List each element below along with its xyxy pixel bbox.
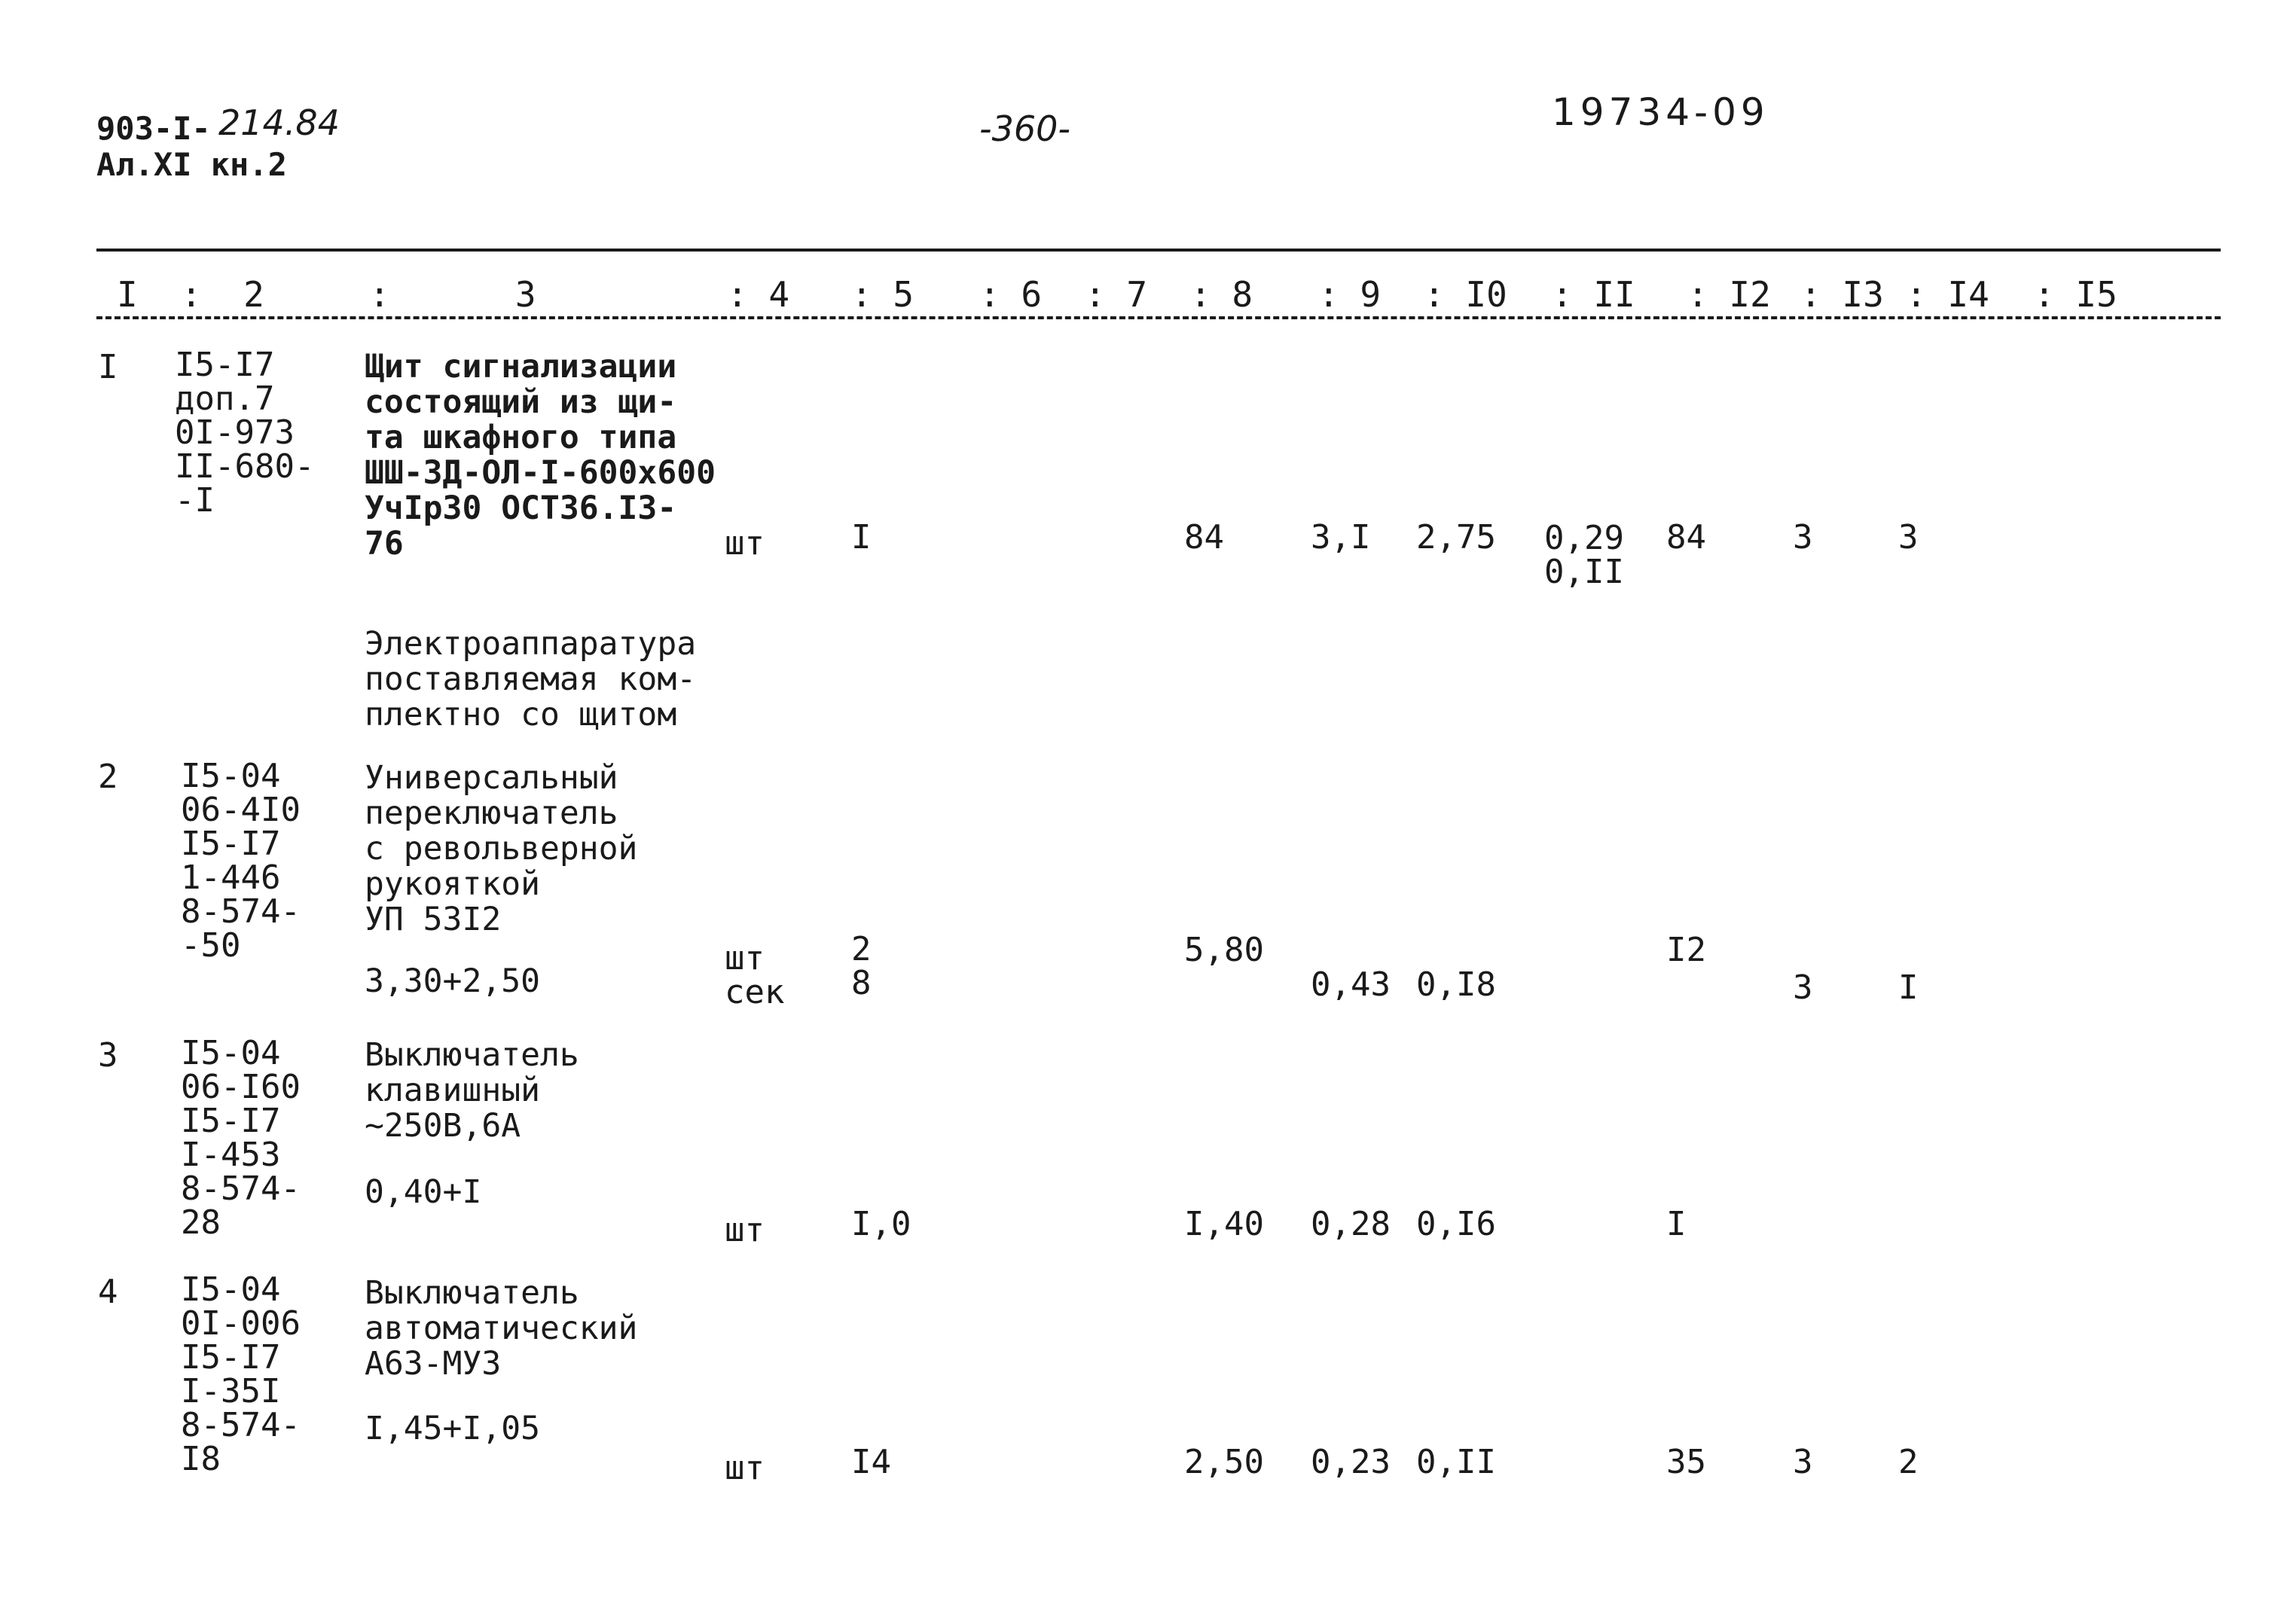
column-header: : II (1552, 274, 1635, 315)
column-header: : 8 (1190, 274, 1253, 315)
document-code-handwritten: 214.84 (218, 102, 340, 143)
column-header: : 3 (369, 274, 536, 315)
row-value-col5: 2 8 (851, 930, 872, 1002)
row-description: Универсальный переключатель с револьверной рукояткой УП 53I2 (365, 759, 638, 938)
row-value-col12: 84 (1666, 518, 1706, 557)
row-value-col8: I,40 (1184, 1205, 1264, 1243)
row-number: 2 (98, 758, 118, 796)
column-header: I (117, 274, 138, 315)
row-value-col5: I (851, 518, 872, 557)
row-code: I5-04 06-4I0 I5-I7 1-446 8-574- -50 (181, 757, 301, 965)
column-header: : 6 (979, 274, 1043, 315)
row-code: I5-04 06-I60 I5-I7 I-453 8-574- 28 (181, 1034, 301, 1242)
row-value-col5: I,0 (851, 1205, 911, 1243)
row-value-col10: 0,I8 (1416, 965, 1496, 1004)
row-number: 4 (98, 1273, 118, 1311)
row-code: I5-04 0I-006 I5-I7 I-35I 8-574- I8 (181, 1270, 301, 1478)
row-number: I (98, 348, 118, 386)
row-code: I5-I7 доп.7 0I-973 II-680- -I (175, 346, 315, 520)
serial-number: 19734-09 (1552, 90, 1769, 134)
row-value-col10: 0,I6 (1416, 1205, 1496, 1243)
column-header: : I5 (2034, 274, 2117, 315)
row-value-col14: 2 (1898, 1443, 1919, 1481)
row-value-col8: 84 (1184, 518, 1224, 557)
column-header: : I2 (1687, 274, 1771, 315)
column-header: : 7 (1085, 274, 1148, 315)
column-header: : 2 (181, 274, 264, 315)
row-value-col8: 2,50 (1184, 1443, 1264, 1481)
section-title: Электроаппаратура поставляемая ком- плектно со щитом (365, 625, 697, 733)
row-norm: 0,40+I (365, 1173, 482, 1211)
row-unit: шт (725, 1211, 765, 1249)
row-unit: шт (725, 524, 765, 563)
document-code: 903-I- (96, 110, 211, 147)
row-value-col14: I (1898, 968, 1919, 1007)
row-value-col13: 3 (1793, 1443, 1813, 1481)
row-number: 3 (98, 1036, 118, 1075)
page-number: -360- (979, 108, 1070, 149)
row-value-col9: 0,23 (1311, 1443, 1391, 1481)
row-value-col10: 2,75 (1416, 518, 1496, 557)
row-value-col13: 3 (1793, 968, 1813, 1007)
column-header: : I4 (1906, 274, 1989, 315)
row-value-col13: 3 (1793, 518, 1813, 557)
album-reference: Ал.XI кн.2 (96, 146, 287, 183)
row-norm: I,45+I,05 (365, 1410, 540, 1447)
row-value-col12: I2 (1666, 931, 1706, 969)
row-value-col11: 0,29 0,II (1544, 519, 1624, 591)
row-unit: шт сек (725, 939, 785, 1011)
row-unit: шт (725, 1449, 765, 1487)
row-value-col14: 3 (1898, 518, 1919, 557)
column-header: : I3 (1800, 274, 1884, 315)
row-value-col8: 5,80 (1184, 931, 1264, 969)
column-header: : I0 (1424, 274, 1507, 315)
row-description: Щит сигнализации состоящий из щи- та шкафного типа ШШ-3Д-ОЛ-I-600х600 УчIр30 ОСТ36.I3- 76 (365, 348, 716, 563)
header-bottom-rule (96, 316, 2221, 319)
row-value-col9: 3,I (1311, 518, 1371, 557)
column-header: : 4 (727, 274, 790, 315)
row-description: Выключатель клавишный ~250В,6А (365, 1036, 579, 1145)
row-norm: 3,30+2,50 (365, 962, 540, 1000)
row-description: Выключатель автоматический А63-МУЗ (365, 1274, 638, 1383)
row-value-col12: I (1666, 1205, 1687, 1243)
column-header: : 9 (1318, 274, 1382, 315)
row-value-col12: 35 (1666, 1443, 1706, 1481)
row-value-col9: 0,43 (1311, 965, 1391, 1004)
column-header: : 5 (851, 274, 914, 315)
row-value-col9: 0,28 (1311, 1205, 1391, 1243)
row-value-col5: I4 (851, 1443, 891, 1481)
row-value-col10: 0,II (1416, 1443, 1496, 1481)
top-rule (96, 249, 2221, 252)
